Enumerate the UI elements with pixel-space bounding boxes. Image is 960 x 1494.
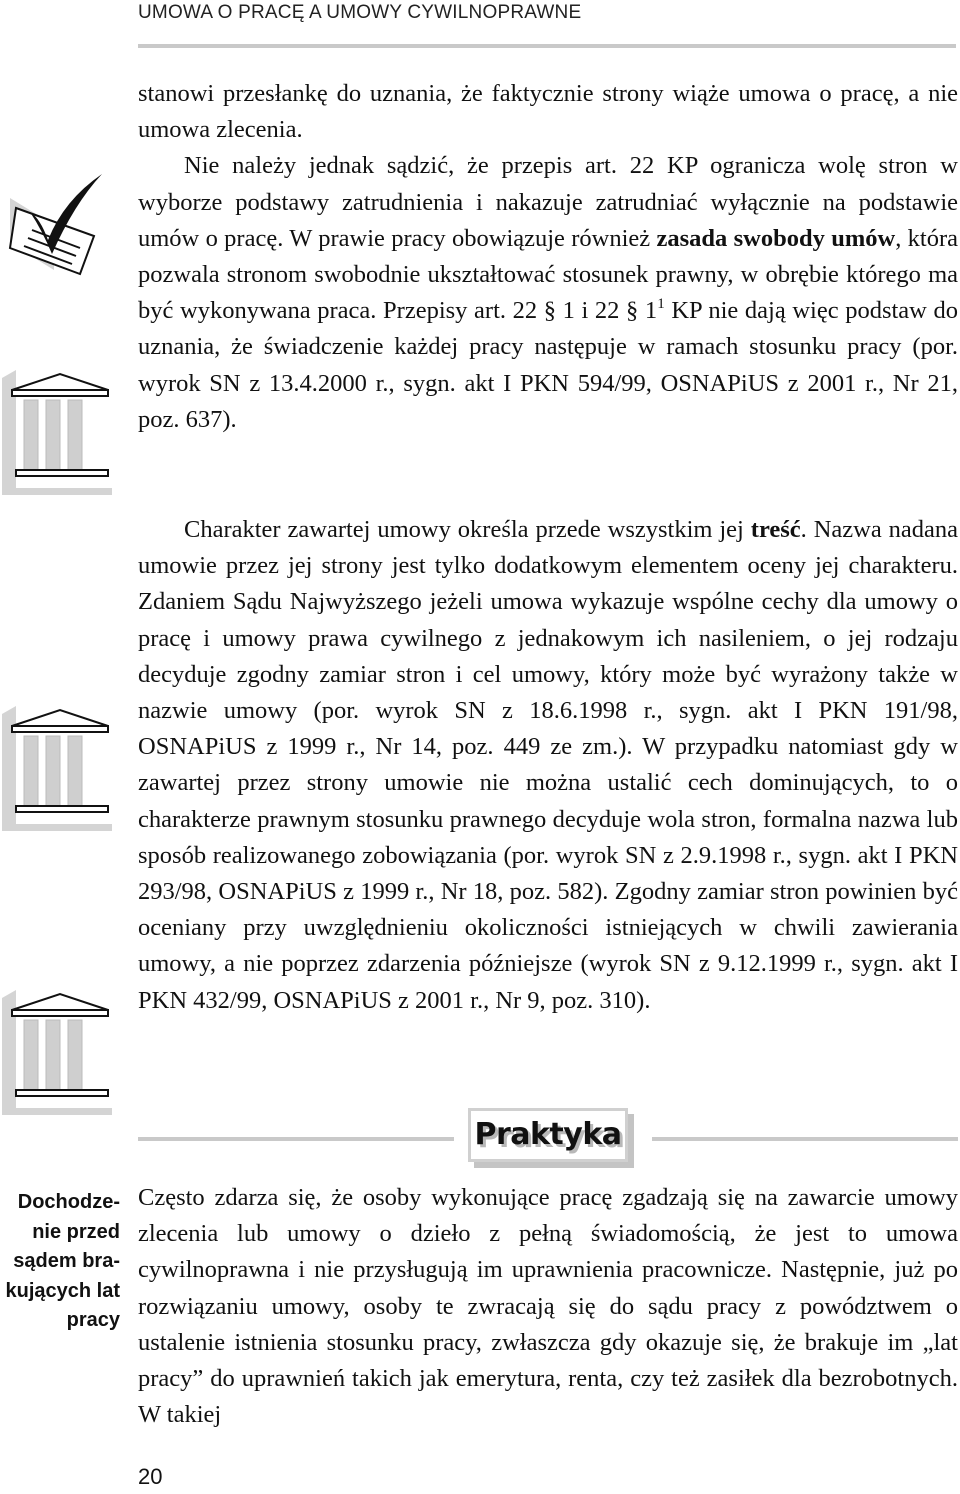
paragraph-1 bbox=[138, 76, 958, 438]
paragraph-3: Często zdarza się, że osoby wykonujące pracę zgadzają się na zawarcie umowy zlecenia lub umowy o dzieło z pełną świadomością, że jest to umowa cywilnoprawna i nie przysługują im uprawnienia pracownicze. Następnie, już po rozwiązaniu umowy, osoby te zwracają się do sądu pracy z powództwem o ustalenie istnienia stosunku pracy, zwłaszcza gdy okazuje się, że brakuje im „lat pracy” do uprawnień takich jak emerytura, renta, czy też zasiłek dla bezrobotnych. W takiej bbox=[138, 1184, 958, 1429]
paragraph-1-c: , która pozwala stronom swobodnie ukształtować stosunek prawny, w obrębie którego ma być wykonywana praca. Przepisy art. 22 § 1 i 22 § 1 bbox=[138, 224, 958, 325]
running-header: UMOWA O PRACĘ A UMOWY CYWILNOPRAWNE bbox=[138, 2, 582, 23]
paragraph-2-a: Charakter zawartej umowy określa przede wszystkim jej bbox=[184, 516, 751, 543]
paragraph-2 bbox=[138, 512, 958, 1019]
paragraph-1-d: KP nie dają więc podstaw do uznania, że świadczenie każdej pracy następuje w ramach stosunku pracy (por. wyrok SN z 13.4.2000 r., sygn. akt I PKN 594/99, OSNAPiUS z 2001 r., Nr 21, poz. 637). bbox=[138, 297, 958, 433]
courthouse-icon bbox=[2, 706, 112, 831]
courthouse-icon bbox=[2, 990, 112, 1115]
page-number: 20 bbox=[138, 1464, 163, 1489]
paragraph-2-bold: treść bbox=[750, 516, 801, 543]
paragraph-1-a: stanowi przesłankę do uznania, że faktycznie strony wiąże umowa o pracę, a nie umowa zlecenia. bbox=[138, 80, 958, 144]
paragraph-1-sup: 1 bbox=[657, 296, 665, 313]
section-title-box bbox=[468, 1108, 628, 1162]
courthouse-icon bbox=[2, 370, 112, 495]
section-title: Praktyka bbox=[474, 1117, 622, 1152]
paragraph-1-bold: zasada swobody umów bbox=[656, 224, 896, 252]
paragraph-1-b: Nie należy jednak sądzić, że przepis art. 22 KP ogranicza wolę stron w wyborze podstawy zatrudnienia i nakazuje zatrudniać wyłącznie na podstawie umów o pracę. W prawie pracy obowiązuje również bbox=[138, 152, 958, 252]
divider-line-left bbox=[138, 1137, 454, 1141]
section-divider bbox=[138, 1108, 958, 1168]
margin-note: Dochodzenie przed sądem brakujących lat pracy bbox=[5, 1191, 120, 1331]
checkmark-document-icon bbox=[2, 170, 112, 280]
paragraph-2-b: . Nazwa nadana umowie przez jej strony jest tylko dodatkowym elementem oceny jej charakteru. Zdaniem Sądu Najwyższego jeżeli umowa wykazuje wspólne cechy dla umowy o pracę i umowy prawa cywilnego z jednakowym ich nasileniem, o jej rodzaju decyduje zgodny zamiar stron i cel umowy, który może być wyrażony także w nazwie umowy (por. wyrok SN z 18.6.1998 r., sygn. akt I PKN 191/98, OSNAPiUS z 1999 r., Nr 14, poz. 449 ze zm.). W przypadku natomiast gdy w zawartej przez strony umowie nie można ustalić cech dominujących, to o charakterze prawnym stosunku prawnego decyduje wola stron, formalna nazwa lub sposób realizowanego zobowiązania (por. wyrok SN z 2.9.1998 r., sygn. akt I PKN 293/98, OSNAPiUS z 1999 r., Nr 18, poz. 582). Zgodny zamiar stron powinien być oceniany przy uwzględnieniu okoliczności istniejących w chwili zawierania umowy, a nie poprzez zdarzenia późniejsze (wyrok SN z 9.12.1999 r., sygn. akt I PKN 432/99, OSNAPiUS z 2001 r., Nr 9, poz. 310). bbox=[138, 516, 958, 1014]
header-rule bbox=[138, 44, 956, 48]
divider-line-right bbox=[652, 1137, 958, 1141]
